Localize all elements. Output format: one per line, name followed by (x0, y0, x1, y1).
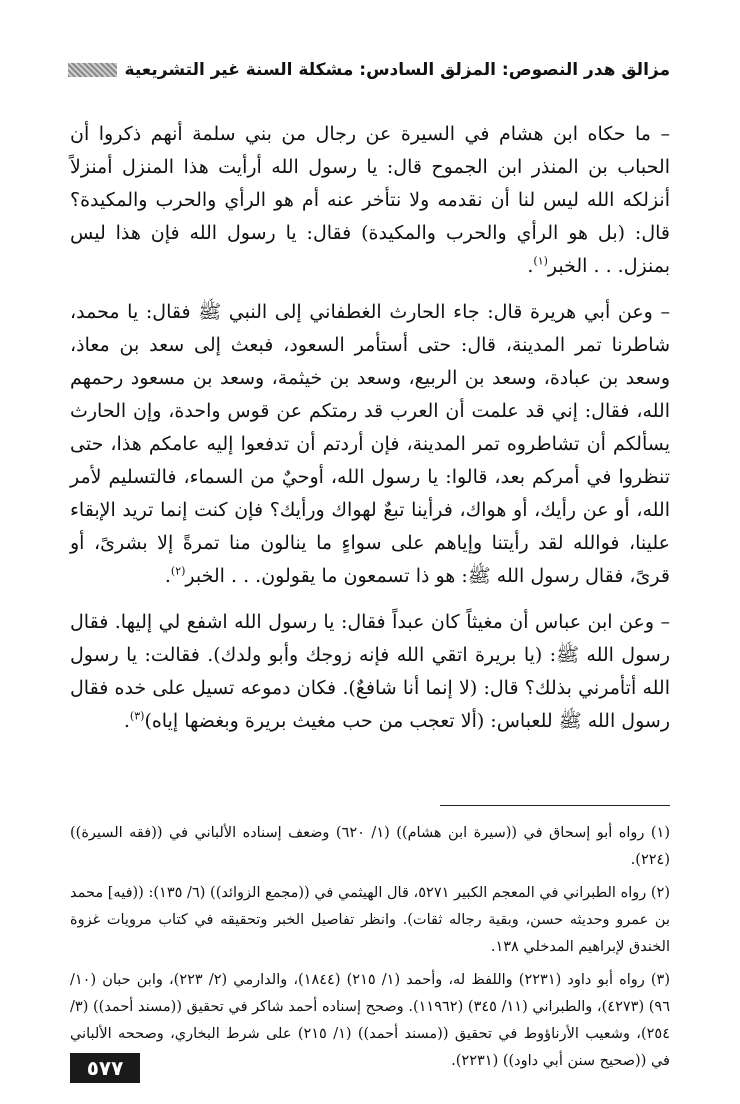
footnote-ref: (١) (533, 254, 548, 268)
paragraph-text: – وعن أبي هريرة قال: جاء الحارث الغطفاني إلى النبي ﷺ فقال: يا محمد، شاطرنا تمر المدينة، قال: حتى أستأمر السعود، فبعث إلى سعد بن معاذ، وسعد بن عبادة، وسعد بن الربيع، وسعد بن خيثمة، وسعد بن مسعود رحمهم الله، فقال: إني قد علمت أن العرب قد رمتكم عن قوس واحدة، وإن الحارث يسألكم أن تشاطروه تمر المدينة، فإن أردتم أن تدفعوا إليه عامكم هذا، حتى تنظروا في أمركم بعد، قالوا: يا رسول الله، أوحيٌ من السماء، فالتسليم لأمر الله، أو عن رأيك، أو هواك، فرأينا تبعٌ لهواك ورأيك؟ فإن كنت إنما تريد الإبقاء علينا، فوالله لقد رأيتنا وإياهم على سواءٍ ما ينالون منا تمرةً إلا بشرىً، أو قرىً، فقال رسول الله ﷺ: هو ذا تسمعون ما يقولون. . . الخبر (70, 301, 670, 587)
footnotes (70, 820, 670, 1081)
main-text (70, 118, 670, 751)
paragraph-text: – ما حكاه ابن هشام في السيرة عن رجال من بني سلمة أنهم ذكروا أن الحباب بن المنذر ابن الجموح قال: يا رسول الله أرأيت هذا المنزل أمنزلاً أنزلكه الله ليس لنا أن نقدمه ولا نتأخر عنه أم هو الرأي والحرب والمكيدة؟ قال: (بل هو الرأي والحرب والمكيدة) فقال: يا رسول الله فإن هذا ليس بمنزل. . . الخبر (70, 123, 670, 277)
running-header (68, 56, 670, 84)
footnote-3: (٣) رواه أبو داود (٢٢٣١) واللفظ له، وأحمد (١/ ٢١٥) (١٨٤٤)، والدارمي (٢/ ٢٢٣)، وابن حبان (١٠/ ٩٦) (٤٢٧٣)، والطبراني (١١/ ٣٤٥) (١١٩٦٢). وصحح إسناده أحمد شاكر في تحقيق ((مسند أحمد)) (٣/ ٢٥٤)، وشعيب الأرناؤوط في تحقيق ((مسند أحمد)) (١/ ٢١٥) على شرط البخاري، وصححه الألباني في ((صحيح سنن أبي داود)) (٢٢٣١). (70, 972, 671, 1069)
paragraph-text: – وعن ابن عباس أن مغيثاً كان عبداً فقال: يا رسول الله اشفع لي إليها. فقال رسول الله ﷺ: (يا بريرة اتقي الله فإنه زوجك وأبو ولدك). فقالت: يا رسول الله أتأمرني بذلك؟ قال: (لا إنما أنا شافعٌ). فكان دموعه تسيل على خده فقال رسول الله ﷺ للعباس: (ألا تعجب من حب مغيث بريرة وبغضها إياه) (70, 611, 670, 732)
paragraph-2 (70, 296, 670, 593)
footnote-ref: (٢) (170, 564, 186, 578)
footnote-1: (١) رواه أبو إسحاق في ((سيرة ابن هشام)) (١/ ٦٢٠) وضعف إسناده الألباني في ((فقه السيرة)) (٢٢٤). (70, 825, 671, 868)
header-ornament-band (68, 63, 117, 77)
page-number: ٥٧٧ (70, 1053, 140, 1083)
footnote-ref: (٣) (129, 709, 145, 723)
paragraph-end: . (123, 710, 130, 732)
paragraph-end: . (164, 565, 171, 587)
paragraph-1 (70, 118, 670, 283)
running-header-title: مزالق هدر النصوص: المزلق السادس: مشكلة السنة غير التشريعية (124, 60, 670, 80)
footnote-divider (440, 805, 670, 806)
paragraph-3 (70, 606, 670, 738)
footnote-2: (٢) رواه الطبراني في المعجم الكبير ٥٢٧١، قال الهيثمي في ((مجمع الزوائد)) (٦/ ١٣٥): ((فيه] محمد بن عمرو وحديثه حسن، وبقية رجاله ثقات). وانظر تفاصيل الخبر وتحقيقه في كتاب مرويات غزوة الخندق لإبراهيم المدخلي ١٣٨. (70, 885, 671, 955)
paragraph-end: . (527, 255, 534, 277)
